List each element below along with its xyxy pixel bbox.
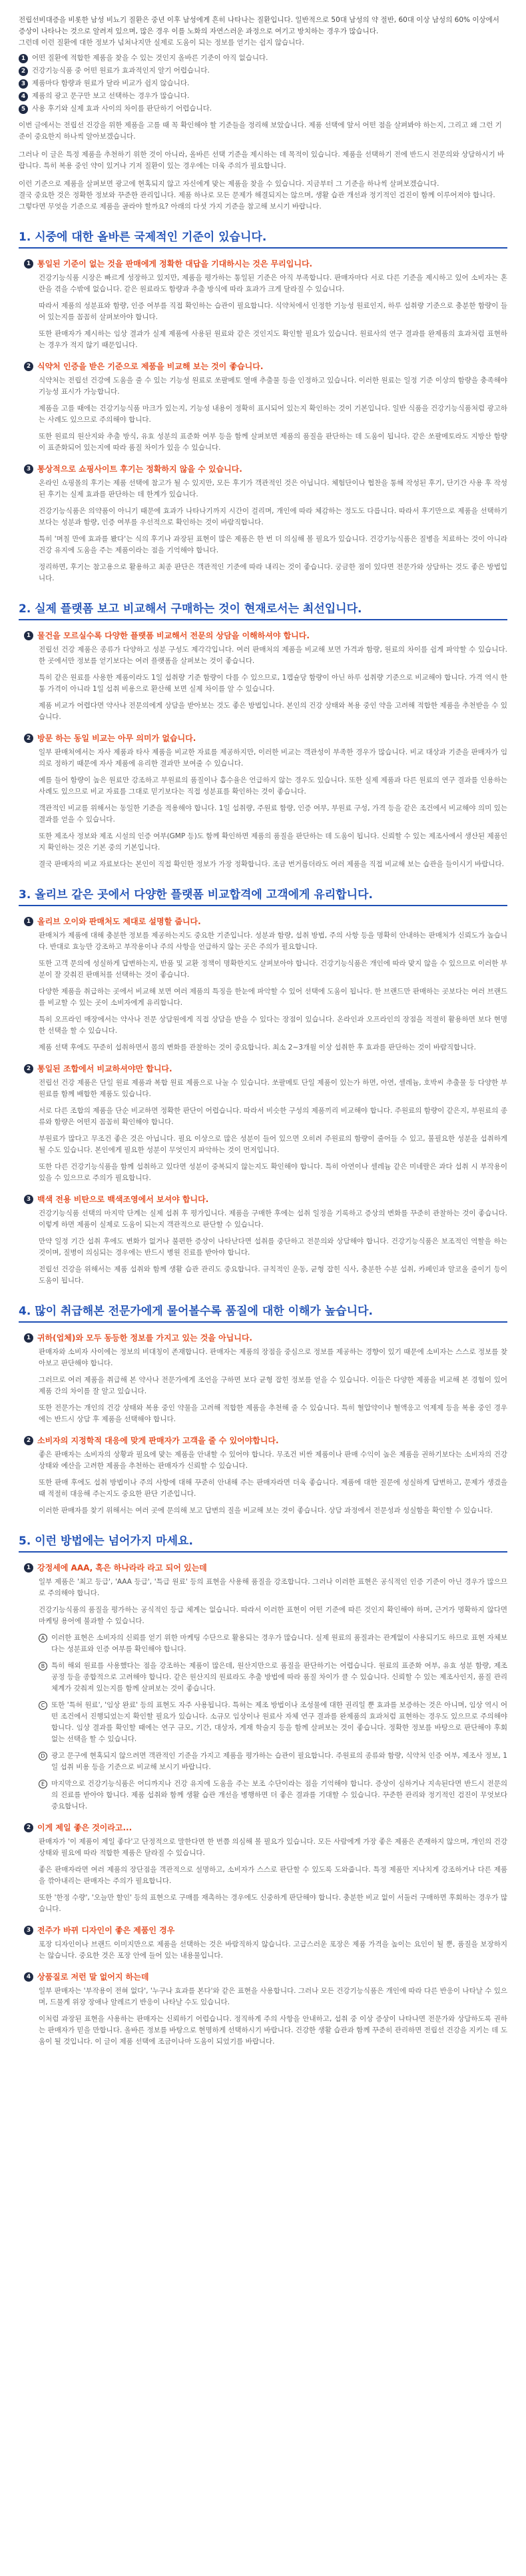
sub-point-text: 마지막으로 건강기능식품은 어디까지나 건강 유지에 도움을 주는 보조 수단이라는 점을 기억해야 합니다. 증상이 심하거나 지속된다면 반드시 전문의의 진료를 받아야 합니다. 제품 섭취와 함께 생활 습관 개선을 병행하면 더 좋은 결과를 기대할 수 있습니다. 꾸준한 관리와 정기적인 검진이 무엇보다 중요합니다.	[51, 1780, 507, 1811]
intro-paragraph: 결국 중요한 것은 정확한 정보와 꾸준한 관리입니다. 제품 하나로 모든 문제가 해결되지는 않으며, 생활 습관 개선과 정기적인 검진이 함께 이루어져야 합니다.	[19, 191, 495, 199]
item-heading	[24, 630, 507, 642]
number-badge-icon: 3	[24, 1926, 33, 1935]
section-item	[24, 1193, 507, 1287]
sub-point	[39, 1700, 507, 1745]
body-paragraph: 판매처가 제품에 대해 충분한 정보를 제공하는지도 중요한 기준입니다. 성분과 함량, 섭취 방법, 주의 사항 등을 명확히 안내하는 판매처가 신뢰도가 높습니다. 반대로 효능만 강조하고 부작용이나 주의 사항을 언급하지 않는 곳은 주의가 필요합니다.	[39, 932, 507, 952]
list-item-text: 어떤 질환에 적합한 제품을 찾을 수 있는 것인지 올바른 기준이 아직 없습니다.	[32, 54, 268, 62]
body-paragraph: 전립선 건강을 위해서는 제품 섭취와 함께 생활 습관 관리도 중요합니다. 규칙적인 운동, 균형 잡힌 식사, 충분한 수분 섭취, 카페인과 알코올 줄이기 등이 도움이 됩니다.	[39, 1265, 507, 1285]
item-title: 통일된 기준이 없는 것을 판매에게 정확한 대답을 기대하시는 것은 무리입니다.	[37, 259, 313, 269]
number-badge-icon: 2	[24, 1064, 33, 1073]
item-title: 통상적으로 쇼핑사이트 후기는 정확하지 않을 수 있습니다.	[37, 464, 242, 474]
section-title: 1. 시중에 대한 올바른 국제적인 기준이 있습니다.	[19, 230, 507, 249]
body-paragraph: 온라인 쇼핑몰의 후기는 제품 선택에 참고가 될 수 있지만, 모든 후기가 객관적인 것은 아닙니다. 체험단이나 협찬을 통해 작성된 후기, 단기간 사용 후 작성된 후기는 실제 효과를 판단하는 데 한계가 있습니다.	[39, 479, 507, 499]
number-badge-icon: 3	[24, 1195, 33, 1204]
body-paragraph: 제품을 고를 때에는 건강기능식품 마크가 있는지, 기능성 내용이 정확히 표시되어 있는지 확인하는 것이 기본입니다. 일반 식품을 건강기능식품처럼 광고하는 사례도 있으므로 주의해야 합니다.	[39, 404, 507, 424]
section-item	[24, 1822, 507, 1915]
section	[19, 230, 507, 584]
body-paragraph: 포장 디자인이나 브랜드 이미지만으로 제품을 선택하는 것은 바람직하지 않습니다. 고급스러운 포장은 제품 가격을 높이는 요인이 될 뿐, 품질을 보장하지는 않습니다. 중요한 것은 포장 안에 들어 있는 내용물입니다.	[39, 1940, 507, 1960]
item-body	[24, 1577, 507, 1812]
intro-paragraph: 이런 기준으로 제품을 살펴보면 광고에 현혹되지 않고 자신에게 맞는 제품을 찾을 수 있습니다. 지금부터 그 기준을 하나씩 살펴보겠습니다.	[19, 180, 439, 188]
list-item-text: 제품의 광고 문구만 보고 선택하는 경우가 많습니다.	[32, 92, 190, 100]
item-title: 물건을 모르실수록 다양한 플랫폼 비교해서 전문의 상담을 이해하셔야 합니다.	[37, 631, 310, 641]
number-badge-icon: 5	[19, 105, 28, 114]
section	[19, 888, 507, 1287]
body-paragraph: 특히 오프라인 매장에서는 약사나 전문 상담원에게 직접 상담을 받을 수 있다는 장점이 있습니다. 온라인과 오프라인의 장점을 적절히 활용하면 보다 현명한 선택을 할 수 있습니다.	[39, 1015, 507, 1035]
body-paragraph: 결국 판매자의 비교 자료보다는 본인이 직접 확인한 정보가 가장 정확합니다. 조금 번거롭더라도 여러 제품을 직접 비교해 보는 습관을 들이시기 바랍니다.	[39, 860, 504, 869]
item-heading	[24, 1971, 507, 1983]
section-item	[24, 1924, 507, 1962]
section-item	[24, 463, 507, 584]
sub-point	[39, 1750, 507, 1773]
section-title: 5. 이런 방법에는 넘어가지 마세요.	[19, 1534, 507, 1553]
body-paragraph: 정리하면, 후기는 참고용으로 활용하고 최종 판단은 객관적인 기준에 따라 내리는 것이 좋습니다. 궁금한 점이 있다면 전문가와 상담하는 것도 좋은 방법입니다.	[39, 563, 507, 583]
item-title: 강정세에 AAA, 혹은 하나라라 라고 되어 있는데	[37, 1563, 207, 1573]
number-badge-icon: 3	[19, 79, 28, 89]
item-body	[24, 1939, 507, 1962]
letter-badge-icon: E	[39, 1780, 47, 1788]
body-paragraph: 특히 같은 원료를 사용한 제품이라도 1일 섭취량 기준 함량이 다를 수 있으므로, 1캡슐당 함량이 아닌 하루 섭취량 기준으로 비교해야 합니다. 가격 역시 한 통 가격이 아니라 1일 섭취 비용으로 환산해 보면 실제 차이를 알 수 있습니다.	[39, 674, 507, 694]
section-item	[24, 630, 507, 723]
body-paragraph: 전립선 건강 제품은 종류가 다양하고 성분 구성도 제각각입니다. 여러 판매처의 제품을 비교해 보면 가격과 함량, 원료의 차이를 쉽게 파악할 수 있습니다. 한 곳에서만 정보를 얻기보다는 여러 플랫폼을 살펴보는 것이 좋습니다.	[39, 646, 507, 666]
body-paragraph: 제품 선택 후에도 꾸준히 섭취하면서 몸의 변화를 관찰하는 것이 중요합니다. 최소 2~3개월 이상 섭취한 후 효과를 판단하는 것이 바람직합니다.	[39, 1043, 476, 1052]
intro-paragraph: 이번 글에서는 전립선 건강을 위한 제품을 고를 때 꼭 확인해야 할 기준들을 정리해 보았습니다. 제품 선택에 앞서 어떤 점을 살펴봐야 하는지, 그리고 왜 그런 기준이 중요한지 하나씩 알아보겠습니다.	[19, 121, 502, 141]
body-paragraph: 또한 판매자가 제시하는 임상 결과가 실제 제품에 사용된 원료와 같은 것인지도 확인할 필요가 있습니다. 원료사의 연구 결과를 완제품의 효과처럼 표현하는 경우가 적지 않기 때문입니다.	[39, 330, 507, 350]
list-item	[19, 91, 507, 102]
letter-badge-icon: D	[39, 1752, 47, 1760]
body-paragraph: 또한 원료의 원산지와 추출 방식, 유효 성분의 표준화 여부 등을 함께 살펴보면 제품의 품질을 판단하는 데 도움이 됩니다. 같은 쏘팔메토라도 지방산 함량이 표준화되어 있는지에 따라 품질 차이가 있을 수 있습니다.	[39, 432, 507, 452]
number-badge-icon: 1	[24, 1333, 33, 1343]
section-item	[24, 258, 507, 351]
body-paragraph: 또한 제조사 정보와 제조 시설의 인증 여부(GMP 등)도 함께 확인하면 제품의 품질을 판단하는 데 도움이 됩니다. 신뢰할 수 있는 제조사에서 생산된 제품인지 확인하는 것은 기본 중의 기본입니다.	[39, 832, 507, 852]
item-title: 귀하(업체)와 모두 동등한 정보를 가지고 있는 것을 아닙니다.	[37, 1333, 252, 1343]
item-title: 올리브 오이와 판매처도 제대로 설명할 줍니다.	[37, 917, 201, 927]
body-paragraph: 건강기능식품의 품질을 평가하는 공식적인 등급 체계는 없습니다. 따라서 이러한 표현이 어떤 기준에 따른 것인지 확인해야 하며, 근거가 명확하지 않다면 마케팅 용어에 불과할 수 있습니다.	[39, 1606, 507, 1626]
sub-point-text: 이러한 표현은 소비자의 신뢰를 얻기 위한 마케팅 수단으로 활용되는 경우가 많습니다. 실제 원료의 품질과는 관계없이 사용되기도 하므로 표현 자체보다는 성분표와 인증 여부를 확인해야 합니다.	[51, 1634, 507, 1654]
item-heading	[24, 1562, 507, 1574]
item-body	[24, 1836, 507, 1915]
body-paragraph: 좋은 판매자라면 여러 제품의 장단점을 객관적으로 설명하고, 소비자가 스스로 판단할 수 있도록 도와줍니다. 특정 제품만 지나치게 강조하거나 다른 제품을 깎아내리는 판매자는 주의가 필요합니다.	[39, 1866, 507, 1886]
body-paragraph: 일부 판매처에서는 자사 제품과 타사 제품을 비교한 자료를 제공하지만, 이러한 비교는 객관성이 부족한 경우가 많습니다. 비교 대상과 기준을 판매자가 임의로 정하기 때문에 자사 제품에 유리한 결과만 보여줄 수 있습니다.	[39, 748, 507, 768]
item-body	[24, 747, 507, 870]
item-body	[24, 1347, 507, 1425]
intro-paragraph: 그런데 이런 질환에 대한 정보가 넘쳐나지만 실제로 도움이 되는 정보를 얻기는 쉽지 않습니다.	[19, 39, 304, 47]
list-item	[19, 65, 507, 77]
section-item	[24, 1435, 507, 1517]
body-paragraph: 전립선 건강 제품은 단일 원료 제품과 복합 원료 제품으로 나눌 수 있습니다. 쏘팔메토 단일 제품이 있는가 하면, 아연, 셀레늄, 호박씨 추출물 등 다양한 부원료를 함께 배합한 제품도 있습니다.	[39, 1079, 507, 1099]
list-item	[19, 78, 507, 89]
body-paragraph: 예를 들어 함량이 높은 원료만 강조하고 부원료의 품질이나 흡수율은 언급하지 않는 경우도 있습니다. 또한 실제 제품과 다른 원료의 연구 결과를 인용하는 사례도 있으므로 비교 자료를 그대로 믿기보다는 직접 성분표를 확인하는 것이 좋습니다.	[39, 776, 507, 796]
item-title: 소비자의 지정학적 대응에 맞게 판매자가 고객을 줄 수 있어야합니다.	[37, 1436, 279, 1446]
section-item	[24, 1562, 507, 1812]
list-item-text: 제품마다 함량과 원료가 달라 비교가 쉽지 않습니다.	[32, 79, 190, 87]
sections-container	[19, 230, 507, 2048]
body-paragraph: 식약처는 전립선 건강에 도움을 줄 수 있는 기능성 원료로 쏘팔메토 열매 추출물 등을 인정하고 있습니다. 이러한 원료는 일정 기준 이상의 함량을 충족해야 기능성 표시가 가능합니다.	[39, 376, 507, 396]
intro-paragraph: 그러나 이 글은 특정 제품을 추천하기 위한 것이 아니라, 올바른 선택 기준을 제시하는 데 목적이 있습니다. 제품을 선택하기 전에 반드시 전문의와 상담하시기 바랍니다. 특히 복용 중인 약이 있거나 기저 질환이 있는 경우에는 더욱 주의가 필요합니다.	[19, 151, 505, 170]
item-heading	[24, 258, 507, 270]
body-paragraph: 특히 '며칠 만에 효과를 봤다'는 식의 후기나 과장된 표현이 많은 제품은 한 번 더 의심해 볼 필요가 있습니다. 건강기능식품은 질병을 치료하는 것이 아니라 건강 유지에 도움을 주는 제품이라는 점을 기억해야 합니다.	[39, 535, 507, 555]
item-body	[24, 1449, 507, 1517]
number-badge-icon: 2	[24, 362, 33, 371]
body-paragraph: 건강기능식품은 의약품이 아니기 때문에 효과가 나타나기까지 시간이 걸리며, 개인에 따라 체감하는 정도도 다릅니다. 따라서 후기만으로 제품을 선택하기보다는 성분과 함량, 인증 여부를 우선적으로 확인하는 것이 바람직합니다.	[39, 507, 507, 527]
list-item-text: 건강기능식품 중 어떤 원료가 효과적인지 알기 어렵습니다.	[32, 67, 210, 75]
item-body	[24, 273, 507, 351]
section-item	[24, 732, 507, 870]
item-body	[24, 1208, 507, 1287]
sub-point	[39, 1632, 507, 1655]
item-title: 전주가 바뀌 디자인이 좋은 제품인 경우	[37, 1926, 175, 1936]
body-paragraph: 제품 비교가 어렵다면 약사나 전문의에게 상담을 받아보는 것도 좋은 방법입니다. 본인의 건강 상태와 복용 중인 약을 고려해 적합한 제품을 추천받을 수 있습니다.	[39, 702, 507, 722]
item-title: 방문 하는 동일 비교는 아무 의미가 없습니다.	[37, 734, 196, 744]
item-heading	[24, 1924, 507, 1936]
letter-badge-icon: A	[39, 1634, 47, 1642]
body-paragraph: 그러므로 여러 제품을 취급해 본 약사나 전문가에게 조언을 구하면 보다 균형 잡힌 정보를 얻을 수 있습니다. 이들은 다양한 제품을 비교해 본 경험이 있어 제품 간의 차이를 잘 알고 있습니다.	[39, 1376, 507, 1396]
body-paragraph: 서로 다른 조합의 제품을 단순 비교하면 정확한 판단이 어렵습니다. 따라서 비슷한 구성의 제품끼리 비교해야 합니다. 주원료의 함량이 같은지, 부원료의 종류와 함량은 어떤지 꼼꼼히 확인해야 합니다.	[39, 1107, 507, 1127]
section-title: 2. 실제 플랫폼 보고 비교해서 구매하는 것이 현재로서는 최선입니다.	[19, 602, 507, 620]
sub-point-text: 특히 해외 원료를 사용했다는 점을 강조하는 제품이 많은데, 원산지만으로 품질을 판단하기는 어렵습니다. 원료의 표준화 여부, 유효 성분 함량, 제조 공정 등을 종합적으로 고려해야 합니다. 같은 원산지의 원료라도 추출 방법에 따라 품질 차이가 클 수 있습니다. 신뢰할 수 있는 제조사인지, 품질 관리 체계가 갖춰져 있는지를 함께 살펴보는 것이 좋습니다.	[51, 1662, 507, 1693]
body-paragraph: 판매자가 '이 제품이 제일 좋다'고 단정적으로 말한다면 한 번쯤 의심해 볼 필요가 있습니다. 모든 사람에게 가장 좋은 제품은 존재하지 않으며, 개인의 건강 상태와 필요에 따라 적합한 제품은 달라질 수 있습니다.	[39, 1838, 507, 1858]
body-paragraph: 일부 제품은 '최고 등급', 'AAA 등급', '특급 원료' 등의 표현을 사용해 품질을 강조합니다. 그러나 이러한 표현은 공식적인 인증 기준이 아닌 경우가 많으므로 주의해야 합니다.	[39, 1578, 507, 1598]
item-title: 식약처 인증을 받은 기준으로 제품을 비교해 보는 것이 좋습니다.	[37, 362, 264, 372]
body-paragraph: 건강기능식품 시장은 빠르게 성장하고 있지만, 제품을 평가하는 통일된 기준은 아직 부족합니다. 판매자마다 서로 다른 기준을 제시하고 있어 소비자는 혼란을 겪을 수밖에 없습니다. 같은 원료라도 함량과 추출 방식에 따라 효과가 크게 달라질 수 있습니다.	[39, 274, 507, 294]
section-item	[24, 1971, 507, 2048]
item-heading	[24, 1193, 507, 1205]
number-badge-icon: 4	[24, 1972, 33, 1982]
body-paragraph: 판매자와 소비자 사이에는 정보의 비대칭이 존재합니다. 판매자는 제품의 장점을 중심으로 정보를 제공하는 경향이 있기 때문에 소비자는 스스로 정보를 찾아보고 판단해야 합니다.	[39, 1348, 507, 1368]
item-heading	[24, 463, 507, 475]
intro-paragraph: 그렇다면 무엇을 기준으로 제품을 골라야 할까요? 아래의 다섯 가지 기준을 참고해 보시기 바랍니다.	[19, 203, 322, 211]
sub-point-text: 또한 '특허 원료', '임상 완료' 등의 표현도 자주 사용됩니다. 특허는 제조 방법이나 조성물에 대한 권리일 뿐 효과를 보증하는 것은 아니며, 임상 역시 어떤 조건에서 진행되었는지 확인할 필요가 있습니다. 소규모 임상이나 원료사 자체 연구 결과를 완제품의 효과처럼 표현하는 경우도 있으므로 주의해야 합니다. 임상 결과를 확인할 때에는 연구 규모, 기간, 대상자, 게재 학술지 등을 함께 살펴보는 것이 좋습니다. 정확한 정보를 바탕으로 판단해야 후회 없는 선택을 할 수 있습니다.	[51, 1701, 507, 1744]
section-item	[24, 1063, 507, 1184]
item-body	[24, 644, 507, 723]
item-heading	[24, 1822, 507, 1834]
body-paragraph: 좋은 판매자는 소비자의 상황과 필요에 맞는 제품을 안내할 수 있어야 합니다. 무조건 비싼 제품이나 판매 수익이 높은 제품을 권하기보다는 소비자의 건강 상태와 예산을 고려한 제품을 추천하는 판매자가 신뢰할 수 있습니다.	[39, 1451, 507, 1471]
body-paragraph: 부원료가 많다고 무조건 좋은 것은 아닙니다. 필요 이상으로 많은 성분이 들어 있으면 오히려 주원료의 함량이 줄어들 수 있고, 불필요한 성분을 섭취하게 될 수도 있습니다. 본인에게 필요한 성분이 무엇인지 파악하는 것이 먼저입니다.	[39, 1135, 507, 1155]
body-paragraph: 이처럼 과장된 표현을 사용하는 판매자는 신뢰하기 어렵습니다. 정직하게 주의 사항을 안내하고, 섭취 중 이상 증상이 나타나면 전문가와 상담하도록 권하는 판매자가 믿을 만합니다. 올바른 정보를 바탕으로 현명하게 선택하시기 바랍니다. 건강한 생활 습관과 함께 꾸준히 관리하면 전립선 건강을 지키는 데 도움이 될 것입니다. 이 글이 제품 선택에 조금이나마 도움이 되었기를 바랍니다.	[39, 2015, 507, 2046]
number-badge-icon: 2	[24, 1436, 33, 1445]
section-title: 3. 올리브 같은 곳에서 다양한 플랫폼 비교합격에 고객에게 유리합니다.	[19, 888, 507, 906]
section	[19, 1304, 507, 1517]
section-title: 4. 많이 취급해본 전문가에게 물어볼수록 품질에 대한 이해가 높습니다.	[19, 1304, 507, 1323]
list-item	[19, 103, 507, 115]
letter-badge-icon: B	[39, 1662, 47, 1670]
sub-point	[39, 1660, 507, 1694]
number-badge-icon: 3	[24, 464, 33, 474]
item-title: 통일된 조합에서 비교하셔야만 합니다.	[37, 1064, 172, 1074]
item-heading	[24, 1332, 507, 1344]
sub-point	[39, 1778, 507, 1812]
body-paragraph: 일부 판매자는 '부작용이 전혀 없다', '누구나 효과를 본다'와 같은 표현을 사용합니다. 그러나 모든 건강기능식품은 개인에 따라 다른 반응이 나타날 수 있으며, 드물게 위장 장애나 알레르기 반응이 나타날 수도 있습니다.	[39, 1987, 507, 2007]
body-paragraph: 이러한 판매자를 찾기 위해서는 여러 곳에 문의해 보고 답변의 질을 비교해 보는 것이 좋습니다. 상담 과정에서 전문성과 성실함을 확인할 수 있습니다.	[39, 1507, 493, 1515]
body-paragraph: 객관적인 비교를 위해서는 동일한 기준을 적용해야 합니다. 1일 섭취량, 주원료 함량, 인증 여부, 부원료 구성, 가격 등을 같은 조건에서 비교해야 의미 있는 결과를 얻을 수 있습니다.	[39, 804, 507, 824]
item-body	[24, 478, 507, 584]
body-paragraph: 또한 '한정 수량', '오늘만 할인' 등의 표현으로 구매를 재촉하는 경우에도 신중하게 판단해야 합니다. 충분한 비교 없이 서둘러 구매하면 후회하는 경우가 많습니다.	[39, 1894, 507, 1914]
number-badge-icon: 1	[24, 259, 33, 269]
item-body	[24, 375, 507, 454]
body-paragraph: 또한 전문가는 개인의 건강 상태와 복용 중인 약물을 고려해 적합한 제품을 추천해 줄 수 있습니다. 특히 혈압약이나 혈액응고 억제제 등을 복용 중인 경우에는 반드시 상담 후 제품을 선택해야 합니다.	[39, 1404, 507, 1424]
body-paragraph: 또한 고객 문의에 성실하게 답변하는지, 반품 및 교환 정책이 명확한지도 살펴보아야 합니다. 건강기능식품은 개인에 따라 맞지 않을 수 있으므로 이러한 부분이 잘 갖춰진 판매처를 선택하는 것이 좋습니다.	[39, 960, 507, 979]
body-paragraph: 건강기능식품 선택의 마지막 단계는 실제 섭취 후 평가입니다. 제품을 구매한 후에는 섭취 일정을 기록하고 증상의 변화를 꾸준히 관찰하는 것이 좋습니다. 이렇게 하면 제품이 실제로 도움이 되는지 객관적으로 판단할 수 있습니다.	[39, 1209, 507, 1229]
item-title: 이게 제일 좋은 것이라고...	[37, 1823, 132, 1833]
body-paragraph: 다양한 제품을 취급하는 곳에서 비교해 보면 여러 제품의 특징을 한눈에 파악할 수 있어 선택에 도움이 됩니다. 한 브랜드만 판매하는 곳보다는 여러 브랜드를 비교할 수 있는 곳이 소비자에게 유리합니다.	[39, 987, 507, 1007]
item-title: 백색 전용 비탄으로 백색조영에서 보셔야 합니다.	[37, 1195, 209, 1205]
number-badge-icon: 2	[24, 1823, 33, 1832]
number-badge-icon: 1	[19, 54, 28, 63]
number-badge-icon: 1	[24, 917, 33, 926]
section-item	[24, 1332, 507, 1425]
item-title: 상품질로 저런 말 없어지 하는데	[37, 1972, 149, 1982]
intro-section	[19, 15, 507, 213]
letter-badge-icon: C	[39, 1701, 47, 1710]
body-paragraph: 따라서 제품의 성분표와 함량, 인증 여부를 직접 확인하는 습관이 필요합니다. 식약처에서 인정한 기능성 원료인지, 하루 섭취량 기준으로 충분한 함량이 들어 있는지를 꼼꼼히 살펴보아야 합니다.	[39, 302, 507, 322]
number-badge-icon: 1	[24, 631, 33, 640]
section	[19, 1534, 507, 2048]
body-paragraph: 또한 다른 건강기능식품을 함께 섭취하고 있다면 성분이 중복되지 않는지도 확인해야 합니다. 특히 아연이나 셀레늄 같은 미네랄은 과다 섭취 시 부작용이 있을 수 있으므로 주의가 필요합니다.	[39, 1163, 507, 1183]
item-body	[24, 1986, 507, 2048]
item-heading	[24, 360, 507, 372]
number-badge-icon: 4	[19, 92, 28, 101]
intro-numbered-list	[19, 53, 507, 115]
number-badge-icon: 2	[19, 67, 28, 76]
list-item	[19, 53, 507, 64]
item-heading	[24, 916, 507, 928]
item-heading	[24, 1063, 507, 1075]
body-paragraph: 또한 판매 후에도 섭취 방법이나 주의 사항에 대해 꾸준히 안내해 주는 판매자라면 더욱 좋습니다. 제품에 대한 질문에 성실하게 답변하고, 문제가 생겼을 때 적절히 대응해 주는지도 중요한 판단 기준입니다.	[39, 1479, 507, 1499]
item-body	[24, 930, 507, 1053]
body-paragraph: 만약 일정 기간 섭취 후에도 변화가 없거나 불편한 증상이 나타난다면 섭취를 중단하고 전문의와 상담해야 합니다. 건강기능식품은 보조적인 역할을 하는 것이며, 질병이 의심되는 경우에는 반드시 병원 진료를 받아야 합니다.	[39, 1237, 507, 1257]
sub-point-text: 광고 문구에 현혹되지 않으려면 객관적인 기준을 가지고 제품을 평가하는 습관이 필요합니다. 주원료의 종류와 함량, 식약처 인증 여부, 제조사 정보, 1일 섭취 비용 등을 기준으로 비교해 보시기 바랍니다.	[51, 1752, 507, 1772]
item-body	[24, 1077, 507, 1184]
section	[19, 602, 507, 870]
number-badge-icon: 2	[24, 734, 33, 743]
intro-paragraph: 전립선비대증을 비롯한 남성 비뇨기 질환은 중년 이후 남성에게 흔히 나타나는 질환입니다. 일반적으로 50대 남성의 약 절반, 60대 이상 남성의 60% 이상에서 증상이 나타나는 것으로 알려져 있으며, 많은 경우 이를 노화의 자연스러운 과정으로 여기고 방치하는 경우가 많습니다.	[19, 16, 499, 35]
section-item	[24, 360, 507, 454]
number-badge-icon: 1	[24, 1563, 33, 1573]
item-heading	[24, 1435, 507, 1447]
item-heading	[24, 732, 507, 744]
list-item-text: 사용 후기와 실제 효과 사이의 차이를 판단하기 어렵습니다.	[32, 105, 212, 113]
section-item	[24, 916, 507, 1053]
